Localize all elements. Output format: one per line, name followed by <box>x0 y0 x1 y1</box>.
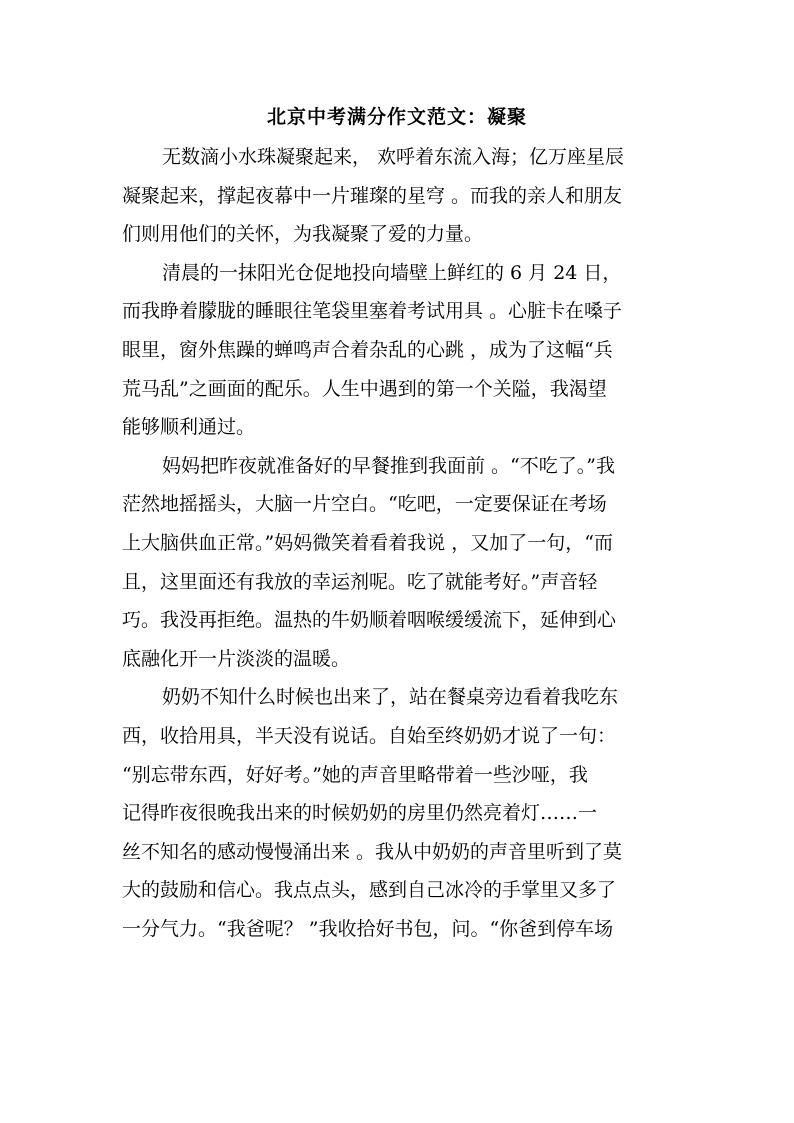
paragraph-2-line-2: 而我睁着朦胧的睡眼往笔袋里塞着考试用具 。心脏卡在嗓子 <box>122 300 623 323</box>
paragraph-1-line-1: 无数滴小水珠凝聚起来， 欢呼着东流入海；亿万座星辰 <box>162 146 625 168</box>
document-title: 北京中考满分作文范文：凝聚 <box>266 106 527 128</box>
document-body <box>122 138 682 948</box>
paragraph-4-line-3: “别忘带东西，好好考。”她的声音里略带着一些沙哑，我 <box>122 763 588 786</box>
paragraph-4-line-7: 一分气力。“我爸呢？ ”我收拾好书包，问。“你爸到停车场 <box>122 917 614 940</box>
paragraph-2-line-5: 能够顺利通过。 <box>122 416 256 439</box>
paragraph-4-line-4: 记得昨夜很晚我出来的时候奶奶的房里仍然亮着灯……一 <box>122 802 598 825</box>
paragraph-3-line-4: 且，这里面还有我放的幸运剂呢。吃了就能考好。”声音轻 <box>122 570 598 593</box>
paragraph-4-line-5: 丝不知名的感动慢慢涌出来 。我从中奶奶的声音里听到了莫 <box>122 840 623 863</box>
paragraph-1-line-2: 凝聚起来，撑起夜幕中一片璀璨的星穹 。而我的亲人和朋友 <box>122 184 623 207</box>
paragraph-4-line-6: 大的鼓励和信心。我点点头，感到自己冰冷的手掌里又多了 <box>122 879 617 902</box>
paragraph-2-line-1: 清晨的一抹阳光仓促地投向墙壁上鲜红的 6 月 24 日， <box>162 261 622 284</box>
paragraph-1-line-3: 们则用他们的关怀，为我凝聚了爱的力量。 <box>122 223 484 246</box>
paragraph-3-line-1: 妈妈把昨夜就准备好的早餐推到我面前 。“不吃了。”我 <box>162 454 615 477</box>
paragraph-4-line-1: 奶奶不知什么时候也出来了，站在餐桌旁边看着我吃东 <box>162 686 619 709</box>
paragraph-4-line-2: 西，收拾用具，半天没有说话。自始至终奶奶才说了一句： <box>122 724 617 747</box>
paragraph-3-line-5: 巧。我没再拒绝。温热的牛奶顺着咽喉缓缓流下，延伸到心 <box>122 609 617 632</box>
paragraph-2-line-4: 荒马乱”之画面的配乐。人生中遇到的第一个关隘，我渴望 <box>122 377 607 400</box>
paragraph-2-line-3: 眼里，窗外焦躁的蝉鸣声合着杂乱的心跳 ，成为了这幅“兵 <box>122 338 613 361</box>
paragraph-3-line-2: 茫然地摇摇头，大脑一片空白。“吃吧，一定要保证在考场 <box>122 493 607 516</box>
paragraph-3-line-6: 底融化开一片淡淡的温暖。 <box>122 647 351 670</box>
paragraph-3-line-3: 上大脑供血正常。”妈妈微笑着看着我说 ，又加了一句，“而 <box>122 531 613 554</box>
